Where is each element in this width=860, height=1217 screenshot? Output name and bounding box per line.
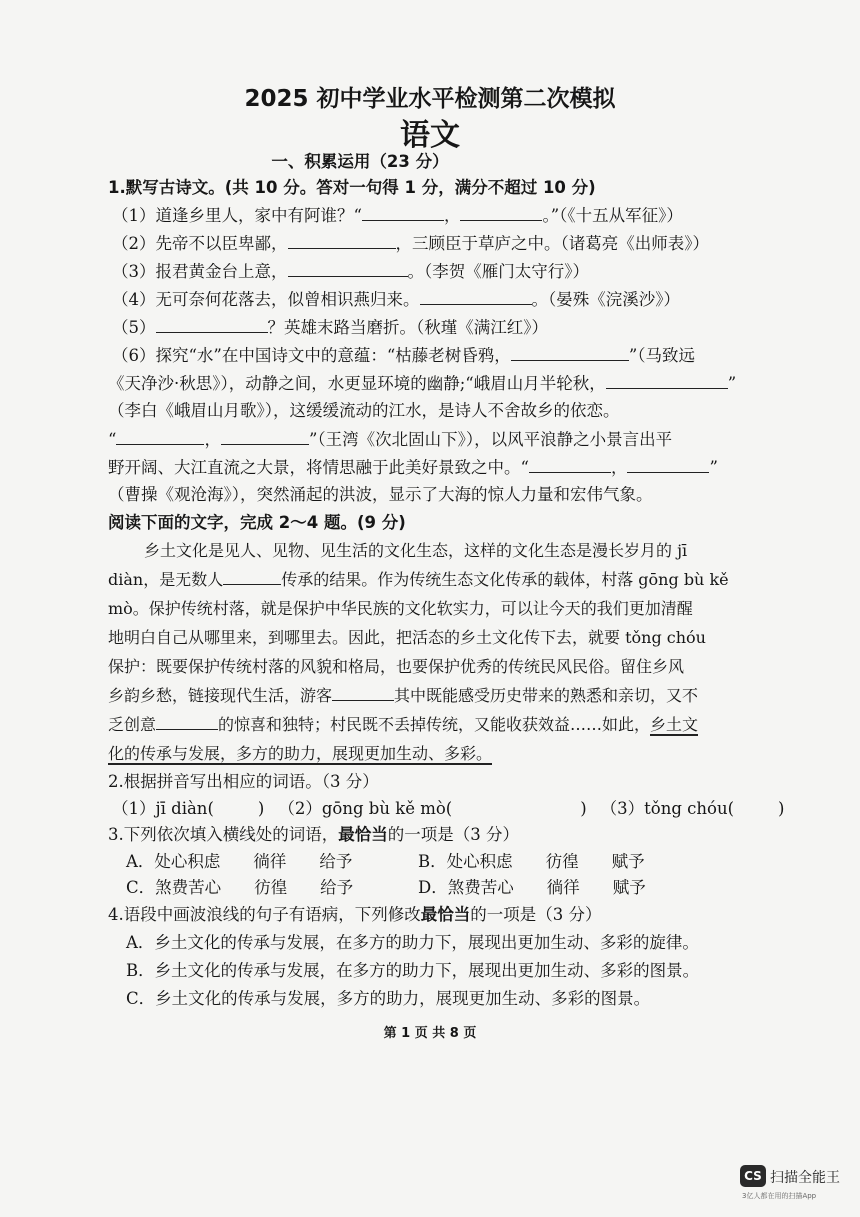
answer-blank[interactable]	[288, 231, 396, 249]
reading-paragraph-line-8	[108, 739, 760, 768]
q3-option-a[interactable]: A．处心积虑 徜徉 给予	[126, 852, 353, 871]
answer-blank[interactable]	[221, 427, 309, 445]
answer-blank[interactable]	[223, 567, 281, 585]
answer-blank[interactable]	[156, 712, 218, 730]
scanner-watermark	[740, 1165, 852, 1209]
reading-paragraph-line-6: 乡韵乡愁，链接现代生活，游客 其中既能感受历史带来的熟悉和亲切，又不	[108, 681, 760, 710]
subject-title: 语文	[400, 118, 460, 153]
answer-blank[interactable]	[460, 203, 542, 221]
q1-item-6-line-3: （李白《峨眉山月歌》），这缓缓流动的江水，是诗人不舍故乡的依恋。	[108, 401, 620, 420]
q1-item-1: （1）道逢乡里人，家中有阿谁？“ ， 。”（《十五从军征》）	[112, 203, 767, 228]
answer-blank[interactable]	[116, 427, 204, 445]
section-heading: 一、积累运用（23 分）	[271, 152, 449, 171]
reading-instruction: 阅读下面的文字，完成 2～4 题。(9 分)	[108, 513, 406, 532]
exam-title: 2025 初中学业水平检测第二次模拟	[244, 86, 616, 112]
q1-item-4: （4）无可奈何花落去，似曾相识燕归来。 。（晏殊《浣溪沙》）	[112, 287, 767, 312]
watermark-app-name: 扫描全能王	[770, 1170, 840, 1186]
page-number: 第 1 页 共 8 页	[383, 1026, 477, 1041]
q3-option-d[interactable]: D．煞费苦心 徜徉 赋予	[418, 878, 646, 897]
q4-stem: 4.语段中画波浪线的句子有语病，下列修改最恰当的一项是（3 分）	[108, 905, 602, 924]
q1-item-6-line-6: （曹操《观沧海》），突然涌起的洪波，显示了大海的惊人力量和宏伟气象。	[108, 485, 653, 504]
q4-option-a[interactable]: A．乡土文化的传承与发展，在多方的助力下，展现出更加生动、多彩的旋律。	[126, 933, 699, 952]
answer-blank[interactable]	[420, 287, 532, 305]
answer-blank[interactable]	[606, 371, 728, 389]
reading-paragraph-line-3: mò。保护传统村落，就是保护中华民族的文化软实力，可以让今天的我们更加清醒	[108, 599, 693, 618]
q1-item-3: （3）报君黄金台上意， 。（李贺《雁门太守行》）	[112, 259, 767, 284]
reading-paragraph-line-7: 乏创意 的惊喜和独特；村民既不丢掉传统，又能收获效益……如此，乡土文	[108, 710, 760, 739]
answer-blank[interactable]	[529, 455, 611, 473]
q2-answers: （1）jī diàn( ) （2）gōng bù kě mò( ) （3）tǒng chóu( )	[112, 799, 785, 818]
q1-item-6-line-1: （6）探究“水”在中国诗文中的意蕴：“枯藤老树昏鸦， ”（马致远	[112, 343, 767, 368]
q3-option-b[interactable]: B．处心积虑 彷徨 赋予	[418, 852, 645, 871]
q4-option-c[interactable]: C．乡土文化的传承与发展，多方的助力，展现更加生动、多彩的图景。	[126, 989, 651, 1008]
q3-stem: 3.下列依次填入横线处的词语，最恰当的一项是（3 分）	[108, 825, 519, 844]
answer-blank[interactable]	[511, 343, 629, 361]
watermark-tagline: 3亿人都在用的扫描App	[742, 1192, 817, 1200]
reading-paragraph-line-4: 地明白自己从哪里来，到哪里去。因此，把活态的乡土文化传下去，就要 tǒng chóu	[108, 628, 706, 647]
q2-stem: 2.根据拼音写出相应的词语。（3 分）	[108, 772, 379, 791]
answer-blank[interactable]	[288, 259, 408, 277]
wavy-underlined-sentence: 乡土文	[650, 715, 699, 734]
answer-blank[interactable]	[156, 315, 268, 333]
q1-item-2: （2）先帝不以臣卑鄙， ，三顾臣于草庐之中。（诸葛亮《出师表》）	[112, 231, 767, 256]
answer-blank[interactable]	[362, 203, 444, 221]
reading-paragraph-line-2: diàn，是无数人 传承的结果。作为传统生态文化传承的载体，村落 gōng bù kě	[108, 565, 760, 594]
q1-item-6-line-5: 野开阔、大江直流之大景，将情思融于此美好景致之中。“ ， ”	[108, 455, 763, 480]
q1-item-5: （5） ？英雄末路当磨折。（秋瑾《满江红》）	[112, 315, 767, 340]
reading-paragraph-line-5: 保护：既要保护传统村落的风貌和格局，也要保护优秀的传统民风民俗。留住乡风	[108, 657, 685, 676]
q1-stem: 1.默写古诗文。(共 10 分。答对一句得 1 分，满分不超过 10 分)	[108, 178, 596, 197]
answer-blank[interactable]	[332, 683, 394, 701]
q1-item-6-line-2: 《天净沙·秋思》），动静之间，水更显环境的幽静;“峨眉山月半轮秋， ”	[108, 371, 763, 396]
q4-option-b[interactable]: B．乡土文化的传承与发展，在多方的助力下，展现出更加生动、多彩的图景。	[126, 961, 700, 980]
q1-item-6-line-4: “ ， ”（王湾《次北固山下》），以风平浪静之小景言出平	[108, 427, 763, 452]
reading-paragraph-line-1: 乡土文化是见人、见物、见生活的文化生态，这样的文化生态是漫长岁月的 jī	[144, 541, 688, 560]
camscanner-logo-icon: CS	[740, 1165, 766, 1187]
q3-option-c[interactable]: C．煞费苦心 彷徨 给予	[126, 878, 354, 897]
answer-blank[interactable]	[627, 455, 709, 473]
wavy-underlined-sentence: 化的传承与发展，多方的助力，展现更加生动、多彩。	[108, 744, 493, 763]
